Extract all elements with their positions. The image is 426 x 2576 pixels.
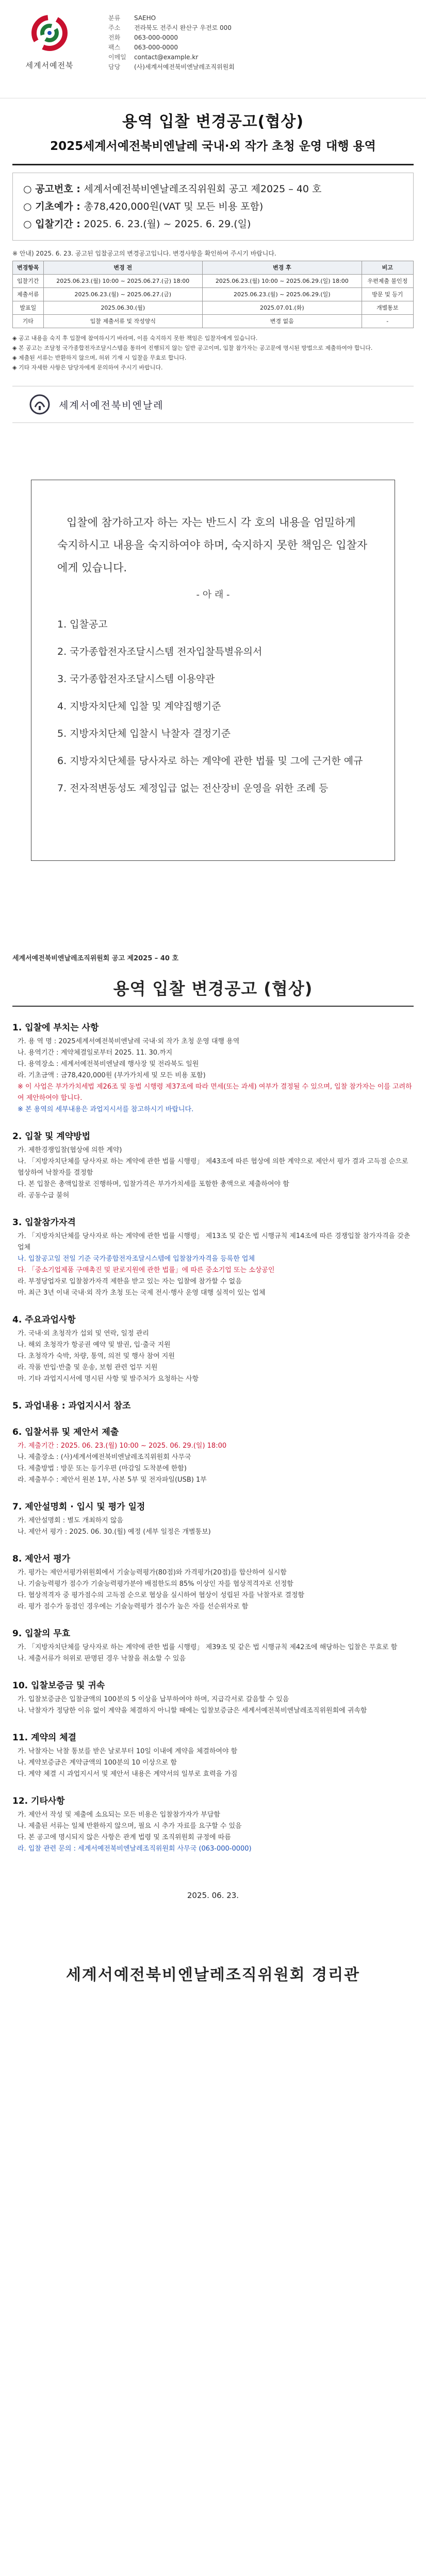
table-cell: 우편제출 불인정 xyxy=(362,275,413,288)
letterhead-meta-value: (사)세계서예전북비엔날레조직위원회 xyxy=(134,63,235,71)
pledge-item: 2. 국가종합전자조달시스템 전자입찰특별유의서 xyxy=(57,646,263,657)
announcement-sections xyxy=(12,1020,414,1855)
letterhead xyxy=(0,0,426,98)
section-heading: 1. 입찰에 부치는 사항 xyxy=(12,1023,99,1033)
schedule-table xyxy=(12,261,414,328)
table-header: 비고 xyxy=(362,261,413,275)
section-heading: 7. 제안설명회 · 입시 및 평가 일정 xyxy=(12,1502,145,1512)
logo-text: 세계서예전북 xyxy=(25,61,74,70)
section-line: 마. 최근 3년 이내 국내·외 작가 초청 또는 국제 전시·행사 운영 대행 실적이 있는 업체 xyxy=(18,1289,266,1297)
announcement-number: 세계서예전북비엔날레조직위원회 공고 제2025 – 40 호 xyxy=(12,955,179,962)
letterhead-meta-key: 분류 xyxy=(108,14,121,22)
pledge-item: 5. 지방자치단체 입찰시 낙찰자 결정기준 xyxy=(57,728,231,739)
section-line: 나. 입찰공고일 전일 기준 국가종합전자조달시스템에 입찰참가자격을 등록한 업체 xyxy=(18,1255,255,1263)
section-heading: 8. 제안서 평가 xyxy=(12,1554,71,1564)
section-heading: 5. 과업내용 : 과업지시서 참조 xyxy=(12,1401,131,1411)
section-line: 가. 입찰보증금은 입찰금액의 100분의 5 이상을 납부하여야 하며, 지급각서로 갈음할 수 있음 xyxy=(18,1696,289,1703)
letterhead-meta-value: contact@example.kr xyxy=(134,54,199,61)
pledge-list xyxy=(57,611,369,802)
letterhead-meta xyxy=(108,13,235,72)
summary-row xyxy=(23,215,403,233)
organization-emblem-icon xyxy=(28,393,52,416)
page-title: 용역 입찰 변경공고(협상) xyxy=(122,113,304,131)
table-header: 변경항목 xyxy=(13,261,44,275)
section-line: 가. 평가는 제안서평가위원회에서 기술능력평가(80점)와 가격평가(20점)를 합산하여 실시함 xyxy=(18,1569,287,1577)
logo-emblem-icon xyxy=(26,9,73,57)
section xyxy=(12,1129,414,1201)
pledge-item: 3. 국가종합전자조달시스템 이용약관 xyxy=(57,673,215,685)
table-cell: 2025.06.23.(월) ~ 2025.06.29.(일) xyxy=(203,288,362,301)
organization-bar xyxy=(12,386,414,423)
letterhead-meta-row xyxy=(108,23,235,33)
note-item: ◈ 제출된 서류는 반환하지 않으며, 허위 기재 시 입찰을 무효로 합니다. xyxy=(12,354,187,361)
summary-value: 총78,420,000원(VAT 및 모든 비용 포함) xyxy=(84,201,264,212)
table-cell: 2025.06.30.(월) xyxy=(43,301,203,315)
section-line: 다. 용역장소 : 세계서예전북비엔날레 행사장 및 전라북도 일원 xyxy=(18,1060,199,1068)
table-row xyxy=(13,288,414,301)
section-line: 나. 기술능력평가 점수가 기술능력평가분야 배점한도의 85% 이상인 자를 협상적격자로 선정함 xyxy=(18,1580,293,1588)
announcement-rule xyxy=(12,1006,414,1007)
letterhead-meta-value: SAEHO xyxy=(134,14,156,22)
change-notice: ※ 안내) 2025. 6. 23. 공고된 입찰공고의 변경공고입니다. 변경사항을 확인하여 주시기 바랍니다. xyxy=(12,250,276,257)
table-cell: 입찰 제출서류 및 작성양식 xyxy=(43,315,203,328)
section-line: 다. 제출방법 : 방문 또는 등기우편 (마감일 도착분에 한함) xyxy=(18,1465,187,1472)
pledge-separator: - 아 래 - xyxy=(196,589,230,600)
section xyxy=(12,1312,414,1385)
letterhead-meta-key: 주소 xyxy=(108,24,121,31)
section-line: 나. 제출된 서류는 일체 반환하지 않으며, 필요 시 추가 자료를 요구할 수 있음 xyxy=(18,1822,242,1830)
section-line: 나. 용역기간 : 계약체결일로부터 2025. 11. 30.까지 xyxy=(18,1049,173,1057)
section xyxy=(12,1215,414,1299)
section xyxy=(12,1398,414,1411)
organization-name: 세계서예전북비엔날레 xyxy=(59,399,164,411)
section-line: ※ 이 사업은 부가가치세법 제26조 및 동법 시행령 제37조에 따라 면세(또는 과세) 여부가 결정될 수 있으며, 입찰 참가자는 이를 고려하여 제안하여야 합니다. xyxy=(18,1083,412,1102)
section xyxy=(12,1730,414,1780)
section xyxy=(12,1020,414,1115)
section-line: 라. 평가 점수가 동점인 경우에는 기술능력평가 점수가 높은 자를 선순위자로 함 xyxy=(18,1603,249,1611)
section-line: 나. 「지방자치단체를 당사자로 하는 계약에 관한 법률 시행령」 제43조에 따른 협상에 의한 계약으로 제안서 평가 결과 고득점 순으로 협상하여 낙찰자를 결정함 xyxy=(18,1158,408,1177)
letterhead-meta-row xyxy=(108,53,235,62)
section-line: 가. 낙찰자는 낙찰 통보를 받은 날로부터 10일 이내에 계약을 체결하여야 함 xyxy=(18,1748,238,1755)
pledge-item: 1. 입찰공고 xyxy=(57,619,108,630)
title-rule xyxy=(12,164,414,165)
table-cell: 2025.06.23.(월) 10:00 ~ 2025.06.27.(금) 18:00 xyxy=(43,275,203,288)
section-line: 다. 본 공고에 명시되지 않은 사항은 관계 법령 및 조직위원회 규정에 따름 xyxy=(18,1834,231,1841)
letterhead-meta-row xyxy=(108,43,235,53)
section-heading: 11. 계약의 체결 xyxy=(12,1733,77,1743)
signature-block xyxy=(12,1891,414,1985)
section-line: 가. 제출기간 : 2025. 06. 23.(월) 10:00 ~ 2025. 06. 29.(일) 18:00 xyxy=(18,1442,227,1450)
letterhead-meta-key: 팩스 xyxy=(108,44,121,51)
section xyxy=(12,1551,414,1613)
section-heading: 3. 입찰참가자격 xyxy=(12,1217,76,1228)
section-line: 가. 용 역 명 : 2025세계서예전북비엔날레 국내·외 작가 초청 운영 대행 용역 xyxy=(18,1038,240,1045)
note-item: ◈ 공고 내용을 숙지 후 입찰에 참여하시기 바라며, 이를 숙지하지 못한 책임은 입찰자에게 있습니다. xyxy=(12,335,258,342)
pledge-item: 7. 전자적변동성도 제정입급 없는 전산장비 운영을 위한 조례 등 xyxy=(57,783,329,794)
section-line: 마. 기타 과업지시서에 명시된 사항 및 발주처가 요청하는 사항 xyxy=(18,1375,199,1383)
section-line: 나. 제출서류가 허위로 판명된 경우 낙찰을 취소할 수 있음 xyxy=(18,1655,186,1663)
section-line: 다. 「중소기업제품 구매촉진 및 판로지원에 관한 법률」에 따른 중소기업 또는 소상공인 xyxy=(18,1266,275,1274)
summary-label: ○ 기초예가 : xyxy=(23,201,84,212)
letterhead-meta-row xyxy=(108,62,235,72)
title-band xyxy=(0,98,426,157)
section-line: 가. 제안서 작성 및 제출에 소요되는 모든 비용은 입찰참가자가 부담함 xyxy=(18,1811,220,1819)
summary-label: ○ 입찰기간 : xyxy=(23,218,84,230)
letterhead-meta-key: 이메일 xyxy=(108,54,126,61)
summary-label: ○ 공고번호 : xyxy=(23,183,84,195)
section-line: 라. 공동수급 불허 xyxy=(18,1192,70,1199)
pledge-item: 6. 지방자치단체를 당사자로 하는 계약에 관한 법률 및 그에 근거한 예규 xyxy=(57,755,363,767)
table-cell: 2025.06.23.(월) 10:00 ~ 2025.06.29.(일) 18:00 xyxy=(203,275,362,288)
table-header: 변경 전 xyxy=(43,261,203,275)
section-heading: 12. 기타사항 xyxy=(12,1796,65,1806)
summary-value: 2025. 6. 23.(월) ~ 2025. 6. 29.(일) xyxy=(84,218,251,230)
table-row xyxy=(13,315,414,328)
section-line: 다. 협상적격자 중 평가점수의 고득점 순으로 협상을 실시하여 협상이 성립된 자를 낙찰자로 결정함 xyxy=(18,1591,305,1599)
section-line: 가. 국내·외 초청작가 섭외 및 연락, 일정 관리 xyxy=(18,1330,149,1337)
note-item: ◈ 기타 자세한 사항은 담당자에게 문의하여 주시기 바랍니다. xyxy=(12,364,163,371)
summary-row xyxy=(23,198,403,215)
section-heading: 6. 입찰서류 및 제안서 제출 xyxy=(12,1427,119,1437)
section-line: 가. 제안설명회 : 별도 개최하지 않음 xyxy=(18,1517,123,1524)
table-cell: 방문 및 등기 xyxy=(362,288,413,301)
section-line: 라. 제출부수 : 제안서 원본 1부, 사본 5부 및 전자파일(USB) 1부 xyxy=(18,1476,207,1484)
section-line: 나. 해외 초청작가 항공권 예약 및 발권, 입·출국 지원 xyxy=(18,1341,171,1349)
table-cell: 2025.06.23.(월) ~ 2025.06.27.(금) xyxy=(43,288,203,301)
section-line: 나. 낙찰자가 정당한 이유 없이 계약을 체결하지 아니할 때에는 입찰보증금은 세계서예전북비엔날레조직위원회에 귀속함 xyxy=(18,1707,367,1715)
section-line: 라. 입찰 관련 문의 : 세계서예전북비엔날레조직위원회 사무국 (063-000-0000) xyxy=(18,1845,252,1853)
section xyxy=(12,1425,414,1486)
letterhead-meta-value: 063-000-0000 xyxy=(134,34,178,41)
table-row xyxy=(13,301,414,315)
section-line: 라. 작품 반입·반출 및 운송, 보험 관련 업무 지원 xyxy=(18,1364,158,1371)
pledge-item: 4. 지방자치단체 입찰 및 계약집행기준 xyxy=(57,701,221,712)
letterhead-meta-key: 전화 xyxy=(108,34,121,41)
table-cell: 제출서류 xyxy=(13,288,44,301)
pledge-box xyxy=(31,480,395,861)
section-heading: 2. 입찰 및 계약방법 xyxy=(12,1131,90,1142)
table-cell: - xyxy=(362,315,413,328)
announcement-title: 용역 입찰 변경공고 (협상) xyxy=(113,979,313,998)
section-line: 가. 제한경쟁입찰(협상에 의한 계약) xyxy=(18,1146,122,1154)
letterhead-meta-value: 063-000-0000 xyxy=(134,44,178,51)
signature-date: 2025. 06. 23. xyxy=(187,1891,239,1900)
signature-organization: 세계서예전북비엔날레조직위원회 경리관 xyxy=(65,1966,361,1984)
section-heading: 4. 주요과업사항 xyxy=(12,1315,76,1325)
section-heading: 9. 입찰의 무효 xyxy=(12,1629,71,1639)
section-line: 라. 기초금액 : 금78,420,000원 (부가가치세 및 모든 비용 포함) xyxy=(18,1072,206,1079)
table-cell: 기타 xyxy=(13,315,44,328)
letterhead-meta-row xyxy=(108,33,235,43)
letterhead-meta-value: 전라북도 전주시 완산구 우전로 000 xyxy=(134,24,232,31)
section-line: 가. 「지방자치단체를 당사자로 하는 계약에 관한 법률 시행령」 제13조 및 같은 법 시행규칙 제14조에 따른 경쟁입찰 참가자격을 갖춘 업체 xyxy=(18,1232,411,1251)
section-line: 나. 계약보증금은 계약금액의 100분의 10 이상으로 함 xyxy=(18,1759,177,1767)
section-line: ※ 본 용역의 세부내용은 과업지시서를 참고하시기 바랍니다. xyxy=(18,1106,194,1113)
table-row xyxy=(13,275,414,288)
section-line: 다. 초청작가 숙박, 차량, 통역, 의전 및 행사 참여 지원 xyxy=(18,1352,175,1360)
table-cell: 입찰기간 xyxy=(13,275,44,288)
announcement-body xyxy=(12,953,414,1985)
table-cell: 변경 없음 xyxy=(203,315,362,328)
section-heading: 10. 입찰보증금 및 귀속 xyxy=(12,1681,105,1691)
section-line: 나. 제안서 평가 : 2025. 06. 30.(월) 예정 (세부 일정은 개별통보) xyxy=(18,1528,211,1536)
section-line: 다. 계약 체결 시 과업지시서 및 제안서 내용은 계약서의 일부로 효력을 가짐 xyxy=(18,1770,238,1778)
section xyxy=(12,1678,414,1717)
notes-list xyxy=(12,333,414,372)
note-item: ◈ 본 공고는 조달청 국가종합전자조달시스템을 통하여 진행되지 않는 일반 공고이며, 입찰 참가자는 공고문에 명시된 방법으로 제출하여야 합니다. xyxy=(12,345,373,351)
summary-row xyxy=(23,180,403,198)
table-cell: 발표일 xyxy=(13,301,44,315)
section xyxy=(12,1499,414,1538)
table-cell: 개별통보 xyxy=(362,301,413,315)
section xyxy=(12,1793,414,1855)
letterhead-meta-key: 담당 xyxy=(108,63,121,71)
table-header: 변경 후 xyxy=(203,261,362,275)
letterhead-meta-row xyxy=(108,13,235,23)
organization-logo xyxy=(17,9,83,71)
summary-box xyxy=(12,173,414,241)
table-cell: 2025.07.01.(화) xyxy=(203,301,362,315)
summary-value: 세계서예전북비엔날레조직위원회 공고 제2025 – 40 호 xyxy=(84,183,322,195)
section xyxy=(12,1626,414,1665)
section-line: 가. 「지방자치단체를 당사자로 하는 계약에 관한 법률 시행령」 제39조 및 같은 법 시행규칙 제42조에 해당하는 입찰은 무효로 함 xyxy=(18,1643,398,1651)
section-line: 나. 제출장소 : (사)세계서예전북비엔날레조직위원회 사무국 xyxy=(18,1453,191,1461)
section-line: 라. 부정당업자로 입찰참가자격 제한을 받고 있는 자는 입찰에 참가할 수 없음 xyxy=(18,1278,242,1285)
section-line: 다. 본 입찰은 총액입찰로 진행하며, 입찰가격은 부가가치세를 포함한 총액으로 제출하여야 함 xyxy=(18,1180,289,1188)
page-subtitle: 2025세계서예전북비엔날레 국내·외 작가 초청 운영 대행 용역 xyxy=(50,140,376,153)
pledge-intro: 입찰에 참가하고자 하는 자는 반드시 각 호의 내용을 엄밀하게 숙지하시고 내용을 숙지하여야 하며, 숙지하지 못한 책임은 입찰자에게 있습니다. xyxy=(57,516,368,574)
